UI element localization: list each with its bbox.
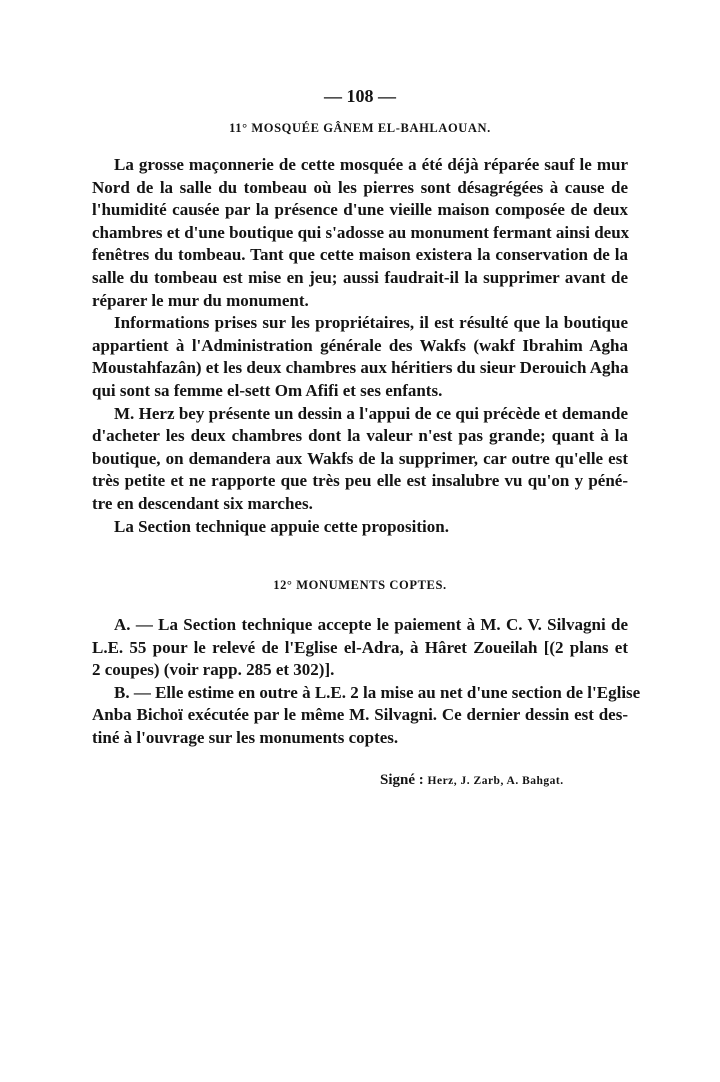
paragraph: [92, 403, 628, 516]
paragraph: [92, 682, 641, 750]
section-11-body: [92, 154, 628, 538]
text-line: Nord de la salle du tombeau où les pierres sont désagrégées à cause de: [92, 177, 628, 197]
text-line: Moustahfazân) et les deux chambres aux héritiers du sieur Derouich Agha: [92, 358, 629, 378]
section-12-body: [92, 614, 641, 750]
text-line: l'humidité causée par la présence d'une vieille maison composée de deux: [92, 200, 628, 220]
paragraph: [92, 614, 628, 682]
text-line: B. — Elle estime en outre à L.E. 2 la mise au net d'une section de l'Eglise: [114, 682, 641, 702]
section-heading-12: 12° MONUMENTS COPTES.: [273, 578, 447, 592]
text-line: appartient à l'Administration générale des Wakfs (wakf Ibrahim Agha: [92, 335, 628, 355]
text-line: salle du tombeau est mise en jeu; aussi faudrait-il la supprimer avant de: [92, 267, 628, 287]
text-line: qui sont sa femme el-sett Om Afifi et ses enfants.: [92, 380, 443, 400]
text-line: Anba Bichoï exécutée par le même M. Silvagni. Ce dernier dessin est des-: [92, 705, 628, 725]
signature-names: Herz, J. Zarb, A. Bahgat.: [427, 775, 564, 787]
text-line: La grosse maçonnerie de cette mosquée a été déjà réparée sauf le mur: [114, 155, 628, 174]
text-line: 2 coupes) (voir rapp. 285 et 302)].: [92, 660, 335, 680]
page-number: — 108 —: [324, 86, 396, 106]
section-heading-11: 11° MOSQUÉE GÂNEM EL-BAHLAOUAN.: [229, 121, 491, 135]
paragraph: [92, 154, 628, 312]
text-line: A. — La Section technique accepte le paiement à M. C. V. Silvagni de: [114, 615, 628, 634]
text-line: tiné à l'ouvrage sur les monuments coptes.: [92, 727, 399, 747]
paragraph: [92, 516, 628, 539]
text-line: fenêtres du tombeau. Tant que cette maison existera la conservation de la: [92, 245, 628, 265]
text-line: très petite et ne rapporte que très peu elle est insalubre vu qu'on y péné-: [92, 471, 628, 491]
signature-label: Signé :: [380, 772, 424, 788]
text-line: La Section technique appuie cette proposition.: [114, 516, 449, 536]
text-line: Informations prises sur les propriétaires, il est résulté que la boutique: [114, 313, 628, 333]
signature: [380, 772, 564, 789]
text-line: chambres et d'une boutique qui s'adosse au monument fermant ainsi deux: [92, 222, 630, 242]
text-line: L.E. 55 pour le relevé de l'Eglise el-Adra, à Hâret Zoueilah [(2 plans et: [92, 637, 628, 657]
text-line: tre en descendant six marches.: [92, 493, 313, 513]
text-line: boutique, on demandera aux Wakfs de la supprimer, car outre qu'elle est: [92, 448, 628, 468]
text-line: d'acheter les deux chambres dont la valeur n'est pas grande; quant à la: [92, 426, 628, 446]
paragraph: [92, 312, 628, 402]
text-line: M. Herz bey présente un dessin a l'appui de ce qui précède et demande: [114, 403, 628, 423]
text-line: réparer le mur du monument.: [92, 290, 309, 310]
